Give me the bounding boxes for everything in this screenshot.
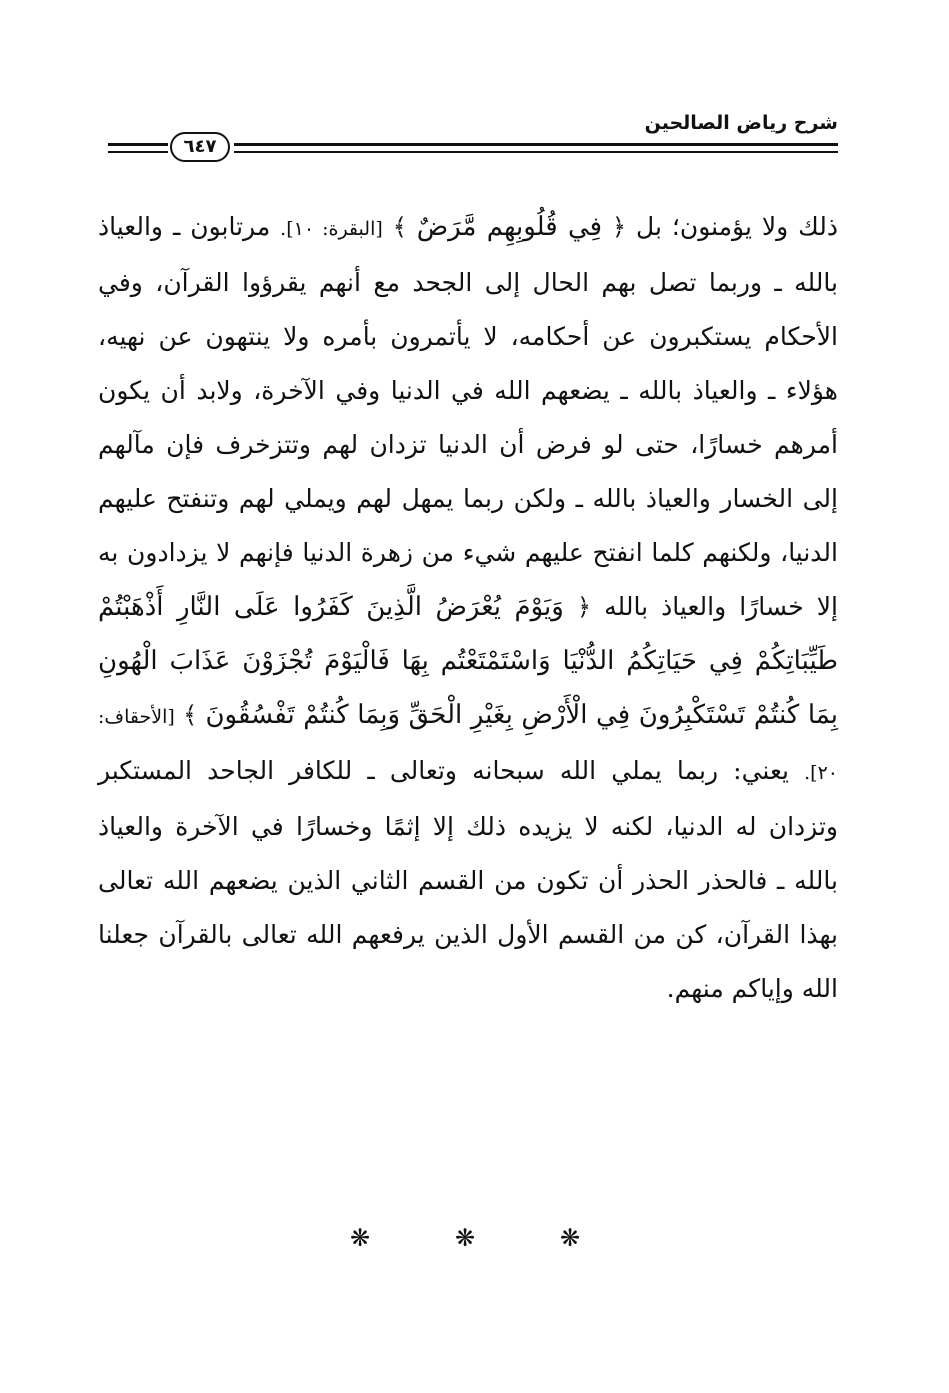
asterism-icon: ❋ [454, 1224, 476, 1252]
asterism-icon: ❋ [559, 1224, 581, 1252]
section-separator [340, 1218, 590, 1258]
header-rule [108, 143, 168, 146]
body-paragraph [98, 200, 838, 1016]
verse-reference: [الأحقاف: ٢٠]. [98, 706, 838, 784]
ornate-bracket-close: ﴾ [392, 213, 407, 241]
ornate-bracket-close: ﴾ [183, 701, 198, 729]
header-rule [234, 143, 838, 146]
running-title: شرح رياض الصالحين [644, 112, 838, 134]
text-segment: مرتابون ـ والعياذ بالله ـ وربما تصل بهم الحال إلى الجحد مع أنهم يقرؤوا القرآن، وفي الأحكام يستكبرون عن أحكامه، لا يأتمرون بأمره ولا ينتهون عن نهيه، هؤلاء ـ والعياذ بالله ـ يضعهم الله في الدنيا وفي الآخرة، ولابد أن يكون أمرهم خسارًا، حتى لو فرض أن الدنيا تزدان لهم وتتزخرف فإن مآلهم إلى الخسار والعياذ بالله ـ ولكن ربما يمهل لهم ويملي لهم وتنفتح عليهم الدنيا، ولكنهم كلما انفتح عليهم شيء من زهرة الدنيا فإنهم لا يزدادون به إلا خسارًا والعياذ بالله [98, 212, 839, 621]
text-segment: يعني: ربما يملي الله سبحانه وتعالى ـ للكافر الجاحد المستكبر وتزدان له الدنيا، لكنه لا يزيده ذلك إلا إثمًا وخسارًا في الآخرة والعياذ بالله ـ فالحذر الحذر أن تكون من القسم الثاني الذين يضعهم الله تعالى بهذا القرآن، كن من القسم الأول الذين يرفعهم الله تعالى بالقرآن جعلنا الله وإياكم منهم. [98, 756, 838, 1003]
ornate-bracket-open: ﴿ [612, 213, 627, 241]
page-number: ٦٤٧ [170, 132, 230, 162]
header-rule [234, 151, 838, 153]
header-rule [108, 151, 168, 153]
quran-verse: فِي قُلُوبِهِم مَّرَضٌ [416, 212, 603, 242]
verse-reference: [البقرة: ١٠]. [280, 218, 383, 240]
asterism-icon: ❋ [349, 1224, 371, 1252]
quran-verse: وَيَوْمَ يُعْرَضُ الَّذِينَ كَفَرُوا عَلَى النَّارِ أَذْهَبْتُمْ طَيِّبَاتِكُمْ فِي حَيَاتِكُمُ الدُّنْيَا وَاسْتَمْتَعْتُم بِهَا فَالْيَوْمَ تُجْزَوْنَ عَذَابَ الْهُونِ بِمَا كُنتُمْ تَسْتَكْبِرُونَ فِي الْأَرْضِ بِغَيْرِ الْحَقِّ وَبِمَا كُنتُمْ تَفْسُقُونَ [98, 592, 839, 730]
text-segment: ذلك ولا يؤمنون؛ بل [636, 212, 838, 241]
ornate-bracket-open: ﴿ [576, 593, 592, 621]
page-header [100, 108, 838, 168]
